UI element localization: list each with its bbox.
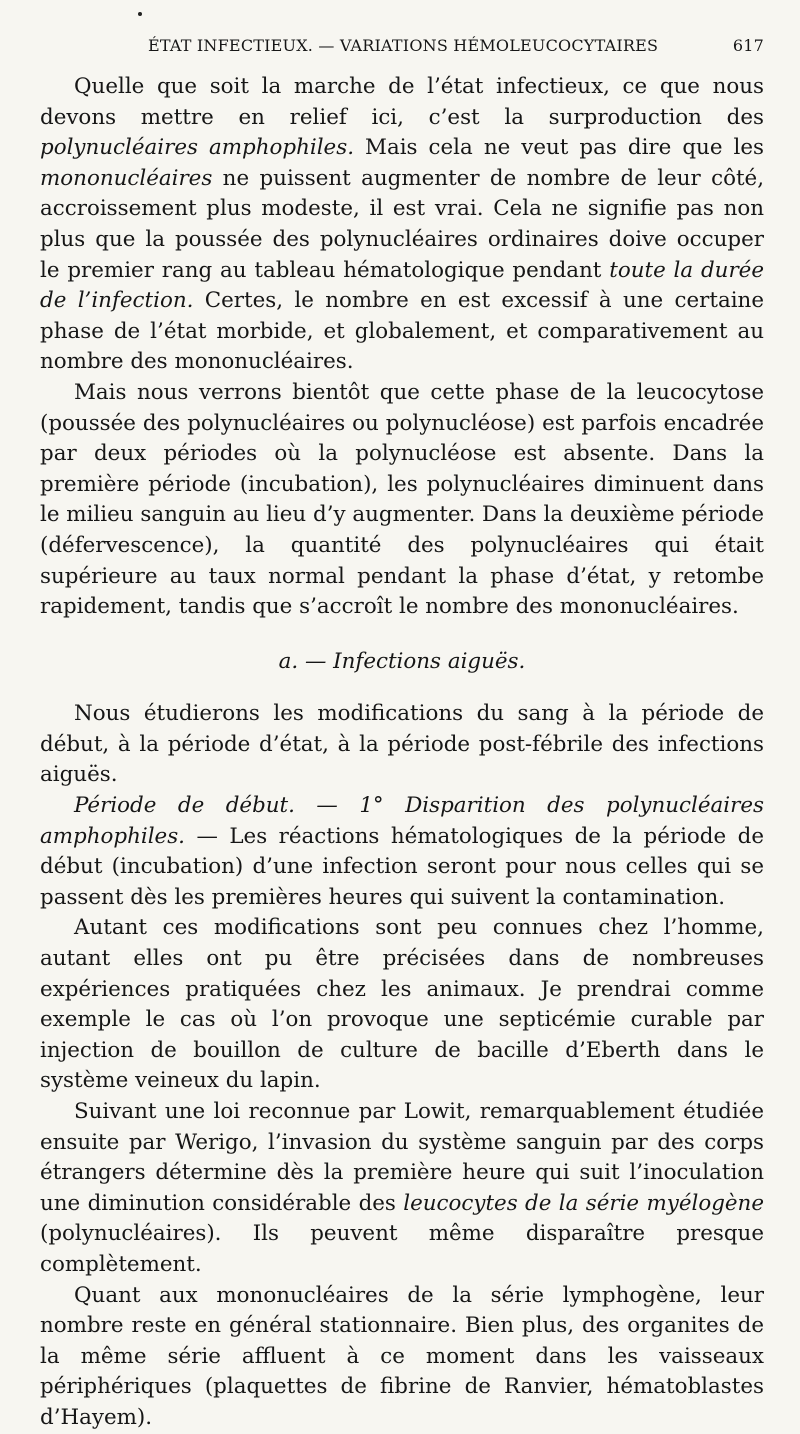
p1-italic-d: mononucléaires [40, 165, 213, 191]
page-body [40, 72, 764, 1434]
p4-text: — Les réactions hématologiques de la période de début (incubation) d’une infection seront pour nous celles qui se passent dès les premières heures qui suivent la contamination. [40, 823, 764, 910]
p1-italic-b: polynucléaires amphophiles. [40, 135, 354, 161]
p1-text-c: Mais cela ne veut pas dire que les [354, 135, 764, 161]
paragraph-3: Nous étudierons les modifications du sang à la période de début, à la période d’état, à la période post-fébrile des infections aiguës. [40, 701, 764, 788]
paragraph-7: Quant aux mononucléaires de la série lymphogène, leur nombre reste en général stationnaire. Bien plus, des organites de la même série affluent à ce moment dans les vaisseaux périphériques (plaquettes de fibrine de Ranvier, hématoblastes d’Hayem). [40, 1282, 764, 1430]
print-speck [138, 12, 142, 16]
paragraph-2: Mais nous verrons bientôt que cette phase de la leucocytose (poussée des polynucléaires ou polynucléose) est parfois encadrée par deux périodes où la polynucléose est absente. Dans la première période (incubation), les polynucléaires diminuent dans le milieu sanguin au lieu d’y augmenter. Dans la deuxième période (défervescence), la quantité des polynucléaires qui était supérieure au taux normal pendant la phase d’état, y retombe rapidement, tandis que s’accroît le nombre des mononucléaires. [40, 379, 764, 620]
running-title: ÉTAT INFECTIEUX. — VARIATIONS HÉMOLEUCOCYTAIRES [148, 36, 659, 55]
p6-text-c: (polynucléaires). Ils peuvent même disparaître presque complètement. [40, 1221, 764, 1277]
p1-text-g: Certes, le nombre en est excessif à une certaine phase de l’état morbide, et globalement, et comparativement au nombre des mononucléaires. [40, 288, 764, 375]
running-header [40, 36, 770, 58]
page-number: 617 [732, 36, 764, 55]
paragraph-5: Autant ces modifications sont peu connues chez l’homme, autant elles ont pu être précisées dans de nombreuses expériences pratiquées chez les animaux. Je prendrai comme exemple le cas où l’on provoque une septicémie curable par injection de bouillon de culture de bacille d’Eberth dans le système veineux du lapin. [40, 915, 764, 1094]
paragraph-1 [40, 72, 764, 378]
p6-text-a: Suivant une loi reconnue par Lowit, remarquablement étudiée ensuite par Werigo, l’invasion du système sanguin par des corps étrangers détermine dès la première heure qui suit l’inoculation une diminution considérable des [40, 1099, 764, 1216]
paragraph-4 [40, 791, 764, 913]
p1-text-e: ne puissent augmenter de nombre de leur côté, accroissement plus modeste, il est vrai. Cela ne signifie pas non plus que la poussée des polynucléaires ordinaires doive occuper le premier rang au tableau hématologique pendant [40, 165, 764, 283]
section-subheading: a. — Infections aiguës. [278, 648, 526, 674]
paragraph-6 [40, 1097, 764, 1281]
p1-italic-f: toute la durée de l’infection. [40, 257, 764, 314]
p1-text-a: Quelle que soit la marche de l’état infectieux, ce que nous devons mettre en relief ici, c’est la surproduction des [40, 74, 764, 130]
p6-italic-b: leucocytes de la série myélogène [403, 1190, 764, 1216]
p4-italic-heading: Période de début. — 1° Disparition des polynucléaires amphophiles. [40, 793, 764, 849]
